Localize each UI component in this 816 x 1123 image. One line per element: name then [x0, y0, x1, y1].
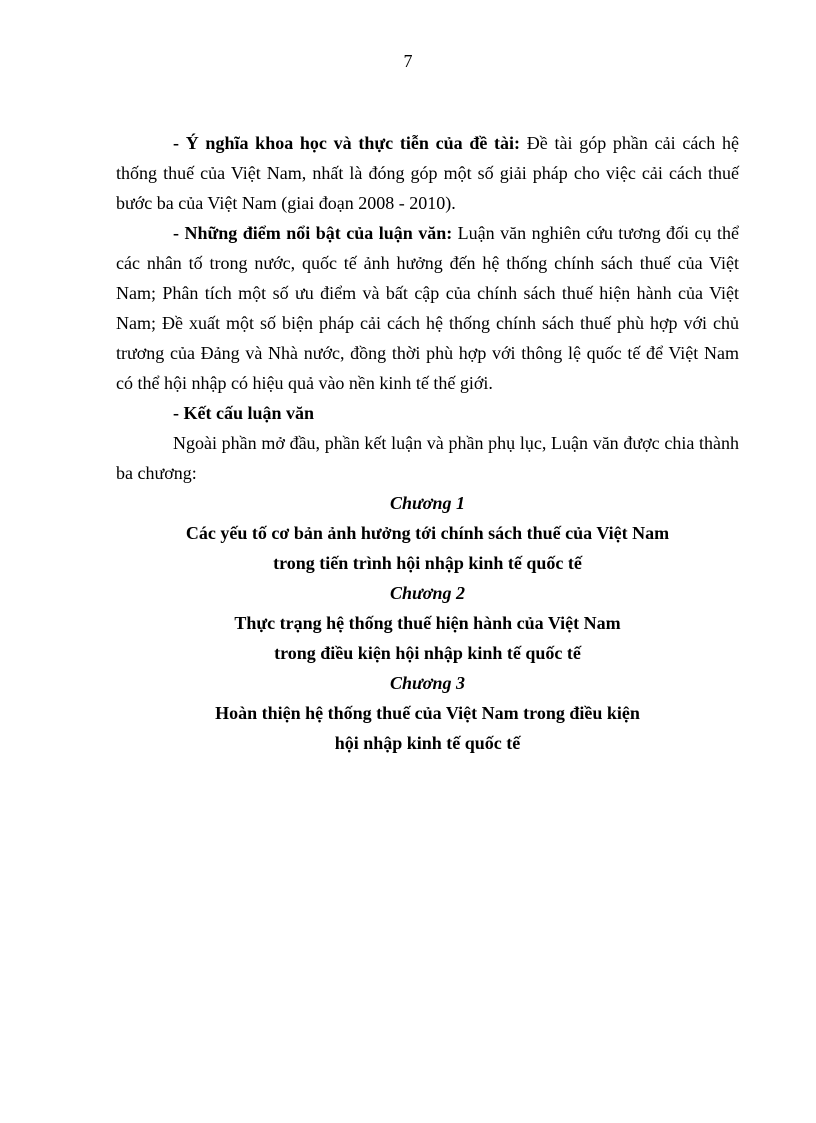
chapter-label: Chương 2	[390, 583, 465, 603]
structure-heading: - Kết cấu luận văn	[173, 403, 315, 423]
significance-paragraph	[116, 128, 739, 218]
chapter-1	[116, 488, 739, 578]
chapter-title-line: trong tiến trình hội nhập kinh tế quốc tế	[273, 553, 582, 573]
chapter-3	[116, 668, 739, 758]
chapter-title-line: Hoàn thiện hệ thống thuế của Việt Nam trong điều kiện	[215, 703, 640, 723]
document-body	[116, 128, 739, 758]
page-number: 7	[403, 51, 413, 71]
chapter-label: Chương 3	[390, 673, 465, 693]
highlights-paragraph	[116, 218, 739, 398]
chapter-2	[116, 578, 739, 668]
highlights-text: Luận văn nghiên cứu tương đối cụ thể các nhân tố trong nước, quốc tế ảnh hưởng đến hệ thống chính sách thuế của Việt Nam; Phân tích một số ưu điểm và bất cập của chính sách thuế hiện hành của Việt Nam; Đề xuất một số biện pháp cải cách hệ thống chính sách thuế phù hợp với chủ trương của Đảng và Nhà nước, đồng thời phù hợp với thông lệ quốc tế để Việt Nam có thể hội nhập có hiệu quả vào nền kinh tế thế giới.	[116, 223, 739, 393]
chapter-label: Chương 1	[390, 493, 465, 513]
significance-label: - Ý nghĩa khoa học và thực tiễn của đề tài:	[173, 133, 521, 153]
structure-intro: Ngoài phần mở đầu, phần kết luận và phần phụ lục, Luận văn được chia thành ba chương:	[116, 433, 739, 483]
highlights-label: - Những điểm nổi bật của luận văn:	[173, 223, 453, 243]
chapter-title-line: Các yếu tố cơ bản ảnh hưởng tới chính sách thuế của Việt Nam	[185, 523, 670, 543]
chapter-title-line: hội nhập kinh tế quốc tế	[334, 733, 521, 753]
chapter-title-line: Thực trạng hệ thống thuế hiện hành của Việt Nam	[234, 613, 621, 633]
significance-text: Đề tài góp phần cải cách hệ thống thuế của Việt Nam, nhất là đóng góp một số giải pháp cho việc cải cách thuế bước ba của Việt Nam (giai đoạn 2008 - 2010).	[116, 133, 740, 213]
chapter-list	[116, 488, 739, 758]
chapter-title-line: trong điều kiện hội nhập kinh tế quốc tế	[274, 643, 581, 663]
